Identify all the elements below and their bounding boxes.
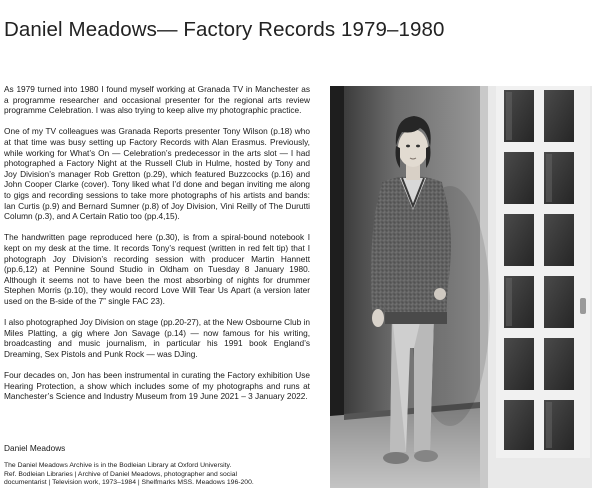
archive-note	[4, 462, 310, 488]
portrait-photo-graphic	[330, 86, 592, 488]
paragraph-4: I also photographed Joy Division on stage (pp.20-27), at the New Osbourne Club in Miles Platting, a gig where Jon Savage (p.14) — now famous for his writing, broadcasting and music journalism, in particular his 1991 book England’s Dreaming, Sex Pistols and Punk Rock — was DJing.	[4, 317, 310, 359]
paragraph-1: As 1979 turned into 1980 I found myself working at Granada TV in Manchester as a programme researcher and occasional presenter for the regional arts review programme Celebration. I was also trying to keep alive my photographic practice.	[4, 84, 310, 116]
body-text	[4, 84, 310, 412]
paragraph-2: One of my TV colleagues was Granada Reports presenter Tony Wilson (p.18) who at that time was busy setting up Factory Records with Alan Erasmus. Previously, while working for What’s On — Celebration’s predecessor in the arts slot — I had photographed a Factory Night at the Russell Club in Hulme, hosted by Tony and Joy Division’s manager Rob Gretton (p.29), which featured Buzzcocks (p.16) and John Cooper Clarke (cover). Tony liked what I’d done and began inviting me along to gigs and recording sessions to take more photographs of his artists and bands: Ian Curtis (p.9) and Bernard Sumner (p.8) of Joy Division, Vini Reilly of The Durutti Column (p.3), and A Certain Ratio too (pp.4,15).	[4, 126, 310, 222]
paragraph-3: The handwritten page reproduced here (p.30), is from a spiral-bound notebook I kept on my desk at the time. It records Tony’s request (written in red felt tip) that I photograph Joy Division’s recording session with producer Martin Hannett (pp.6,12) at Pennine Sound Studio in Oldham on Tuesday 8 January 1980. Although it seems not to have been the most absorbing of nights for drummer Stephen Morris (p.10), they would record Love Will Tear Us Apart (a version later used on the B-side of the 7” single FAC 23).	[4, 232, 310, 306]
archive-note-line-2: Ref. Bodleian Libraries | Archive of Daniel Meadows, photographer and social	[4, 470, 237, 478]
author-signature: Daniel Meadows	[4, 443, 66, 453]
page-title: Daniel Meadows— Factory Records 1979–1980	[4, 18, 445, 41]
archive-note-line-3: documentarist | Television work, 1973–1984 | Shelfmarks MSS. Meadows 196-200.	[4, 479, 254, 487]
archive-note-line-1: The Daniel Meadows Archive is in the Bodleian Library at Oxford University.	[4, 462, 232, 469]
paragraph-5: Four decades on, Jon has been instrumental in curating the Factory exhibition Use Hearing Protection, a show which includes some of my photographs and runs at Manchester’s Science and Industry Museum from 19 June 2021 – 3 January 2022.	[4, 370, 310, 402]
portrait-photo	[330, 86, 592, 488]
